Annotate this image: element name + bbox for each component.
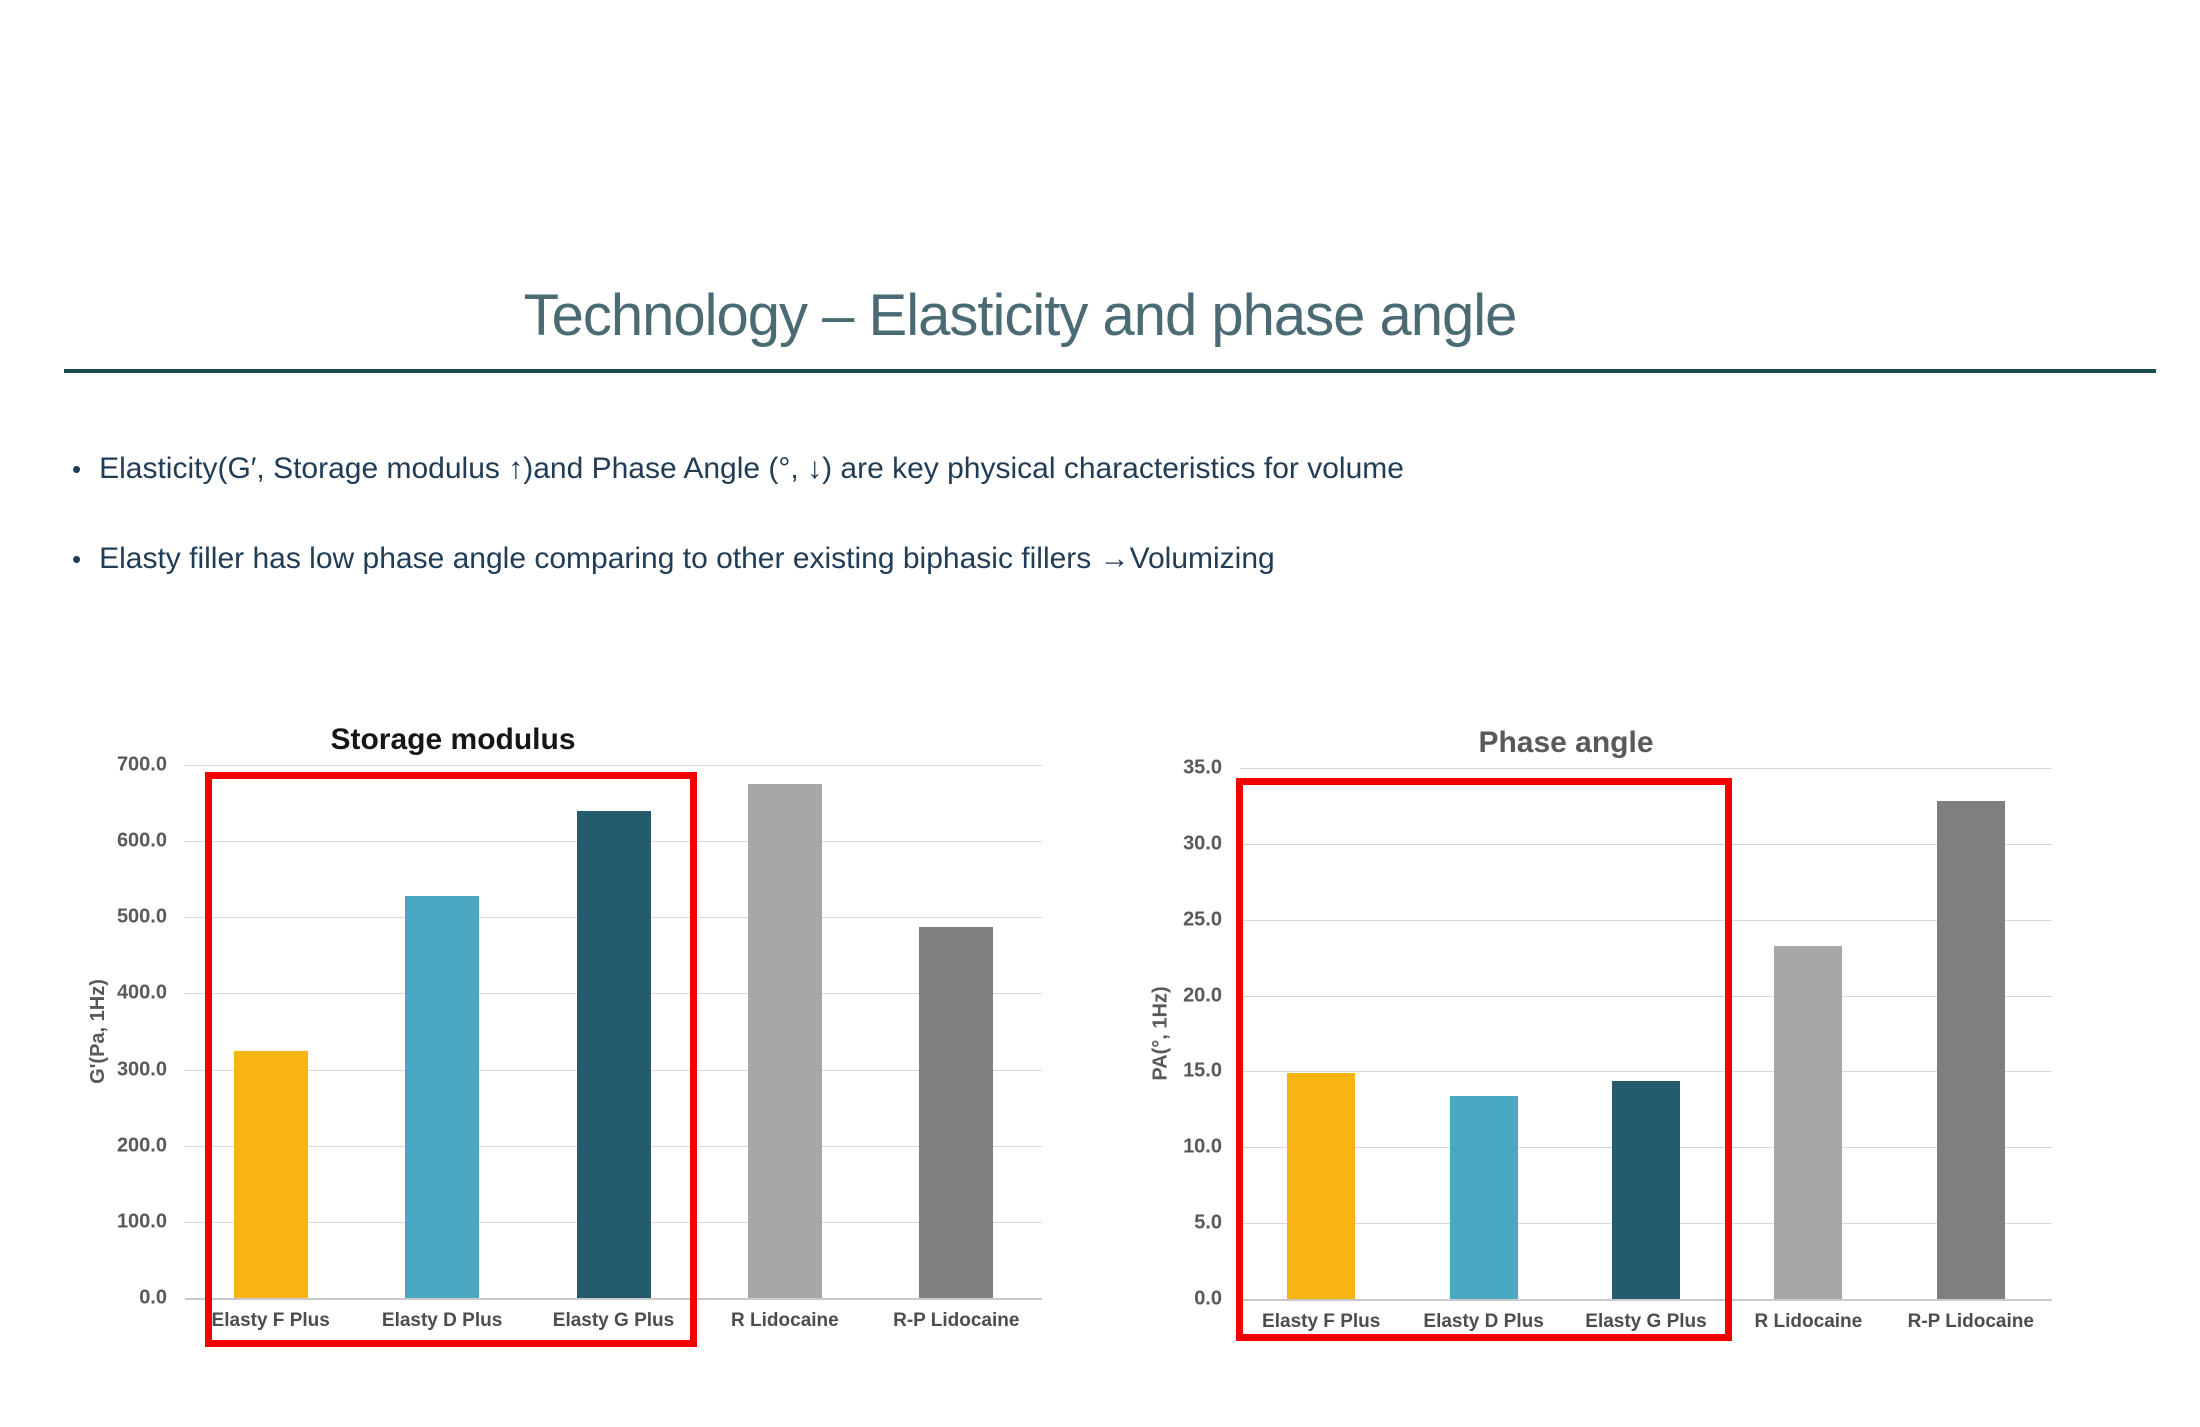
y-tick-label: 0.0 [1194,1287,1222,1310]
bar-elasty-g-plus [1612,1081,1680,1299]
plot-area [1183,756,2052,1332]
y-tick-label: 300.0 [116,1058,167,1081]
x-category-label: R Lidocaine [1754,1311,1863,1332]
bar-r-lidocaine [1774,946,1842,1299]
bullet-text: Elasticity(G′, Storage modulus ↑)and Phase Angle (°, ↓) are key physical characteristics for volume [99,452,1404,485]
gridline [1240,768,2052,769]
y-tick-label: 500.0 [116,905,167,928]
bar-elasty-d-plus [1450,1096,1518,1299]
x-category-label: R-P Lidocaine [1907,1311,2034,1332]
plot-area [116,753,1042,1331]
x-axis-line [1240,1299,2052,1301]
bar-r-p-lidocaine [1937,801,2005,1299]
bar-r-p-lidocaine [919,927,993,1298]
y-tick-label: 600.0 [116,829,167,852]
chart-title-storage-modulus: Storage modulus [197,723,709,757]
y-tick-label: 30.0 [1183,832,1222,855]
bar-elasty-g-plus [577,811,651,1298]
title-underline [64,369,2156,373]
y-tick-label: 700.0 [116,753,167,776]
y-tick-label: 100.0 [116,1210,167,1233]
gridline [1240,1071,2052,1072]
bar-r-lidocaine [748,784,822,1298]
storage-modulus-chart [86,723,1042,1331]
y-axis-label: PA(°, 1Hz) [1149,986,1172,1081]
page-title: Technology – Elasticity and phase angle [523,283,1517,348]
x-category-label: Elasty G Plus [1585,1311,1707,1332]
bar-elasty-d-plus [405,896,479,1298]
chart-title-phase-angle: Phase angle [1310,726,1822,760]
y-tick-label: 400.0 [116,981,167,1004]
y-tick-label: 35.0 [1183,756,1222,779]
y-tick-label: 25.0 [1183,908,1222,931]
phase-angle-chart [1149,726,2052,1332]
gridline [1240,996,2052,997]
x-category-label: Elasty D Plus [1423,1311,1544,1332]
y-axis-label: G'(Pa, 1Hz) [86,979,109,1084]
y-tick-label: 10.0 [1183,1135,1222,1158]
gridline [185,765,1042,766]
y-tick-label: 200.0 [116,1134,167,1157]
y-tick-label: 15.0 [1183,1059,1222,1082]
gridline [1240,844,2052,845]
x-category-label: R-P Lidocaine [893,1310,1020,1331]
y-tick-label: 20.0 [1183,984,1222,1007]
bullet-marker: • [72,454,82,484]
bar-elasty-f-plus [234,1051,308,1298]
x-category-label: Elasty D Plus [381,1310,503,1331]
x-category-label: Elasty F Plus [211,1310,330,1331]
y-tick-label: 0.0 [139,1286,167,1309]
bullet-point-volumizing [72,540,2122,578]
gridline [1240,920,2052,921]
y-tick-label: 5.0 [1194,1211,1222,1234]
bullet-marker: • [72,544,82,574]
bullet-text: Elasty filler has low phase angle comparing to other existing biphasic fillers →Volumizing [99,542,1275,575]
bar-elasty-f-plus [1287,1073,1355,1299]
x-category-label: Elasty F Plus [1262,1311,1381,1332]
bullet-point-elasticity [72,450,2122,488]
x-category-label: R Lidocaine [731,1310,839,1331]
x-category-label: Elasty G Plus [552,1310,675,1331]
x-axis-line [185,1298,1042,1300]
